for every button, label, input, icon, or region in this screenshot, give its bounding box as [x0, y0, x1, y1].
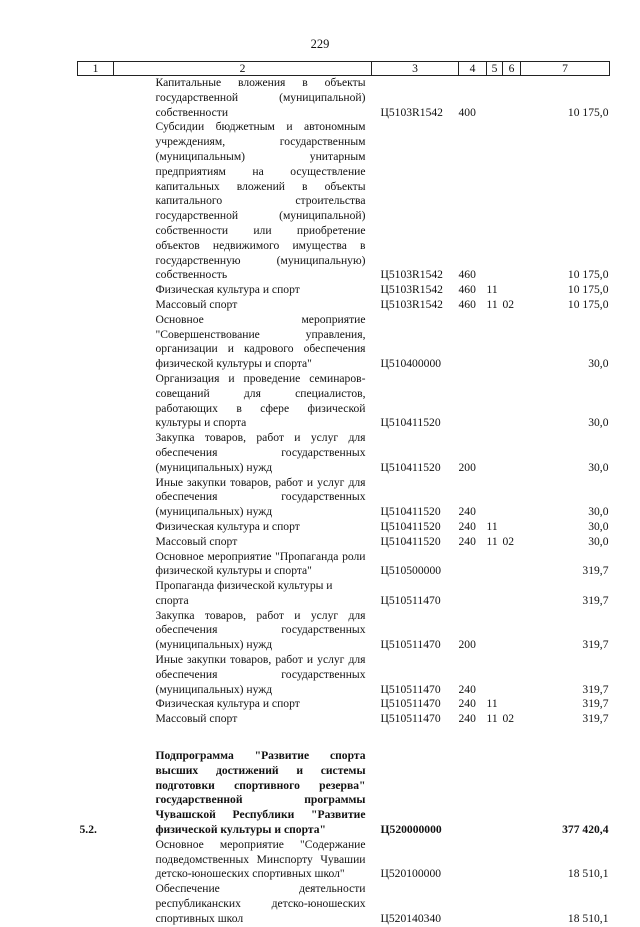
row-name: Закупка товаров, работ и услуг для обеспечения государственных (муниципальных) нужд: [155, 431, 366, 474]
row-section: 11: [486, 534, 498, 548]
row-amount: 377 420,4: [562, 823, 609, 837]
row-amount: 10 175,0: [567, 297, 609, 311]
row-subsection: [503, 476, 521, 520]
row-number: [78, 579, 114, 609]
row-section: [487, 609, 503, 653]
row-expense-type: 200: [458, 638, 476, 652]
row-subsection: [503, 313, 521, 372]
table-row: [78, 431, 610, 475]
row-target-code: Ц510411520: [380, 505, 441, 519]
row-expense-type: 240: [458, 697, 476, 711]
row-subsection: [503, 653, 521, 697]
row-subsection: [503, 609, 521, 653]
row-expense-type: [459, 838, 487, 882]
table-row: [78, 653, 610, 697]
row-section: 11: [486, 283, 498, 297]
row-subsection: [503, 838, 521, 882]
row-target-code: Ц510511470: [380, 682, 441, 696]
row-target-code: Ц510411520: [380, 519, 441, 533]
row-subsection: [503, 76, 521, 121]
spacer-cell: [503, 727, 521, 749]
row-name: Основное мероприятие "Пропаганда роли физической культуры и спорта": [155, 549, 366, 578]
table-row: [78, 535, 610, 550]
row-name: Массовый спорт: [155, 534, 238, 548]
row-number: [78, 313, 114, 372]
row-expense-type: 240: [458, 534, 476, 548]
row-section: [487, 579, 503, 609]
row-name: Массовый спорт: [155, 297, 238, 311]
row-expense-type: 460: [458, 297, 476, 311]
row-amount: 10 175,0: [567, 283, 609, 297]
row-amount: 319,7: [582, 682, 609, 696]
row-target-code: Ц510511470: [380, 593, 441, 607]
row-number: [78, 882, 114, 926]
row-name: Массовый спорт: [155, 712, 238, 726]
row-name: Иные закупки товаров, работ и услуг для обеспечения государственных (муниципальных) нужд: [155, 653, 366, 696]
row-expense-type: [459, 372, 487, 431]
row-subsection: [503, 882, 521, 926]
row-spacer: [78, 727, 610, 749]
row-section: [487, 76, 503, 121]
row-amount: 30,0: [588, 357, 609, 371]
table-row: [78, 882, 610, 926]
row-name: Капитальные вложения в объекты государственной (муниципальной) собственности: [155, 76, 366, 119]
row-expense-type: [459, 313, 487, 372]
header-col-6: 6: [503, 62, 521, 76]
row-target-code: Ц520140340: [380, 911, 442, 925]
row-subsection: 02: [502, 297, 515, 311]
row-number: [78, 520, 114, 535]
table-header: [78, 62, 610, 76]
row-number: [78, 120, 114, 283]
row-section: [487, 476, 503, 520]
row-target-code: Ц510511470: [380, 712, 441, 726]
row-name: Основное мероприятие "Совершенствование управления, организации и кадрового обеспечения физической культуры и спорта": [155, 312, 366, 371]
row-expense-type: 200: [458, 460, 476, 474]
row-amount: 18 510,1: [567, 867, 609, 881]
header-col-2: 2: [114, 62, 372, 76]
row-number: [78, 476, 114, 520]
row-target-code: Ц510411520: [380, 460, 441, 474]
row-section: [487, 653, 503, 697]
row-subsection: [503, 120, 521, 283]
table-row: [78, 697, 610, 712]
row-name: Закупка товаров, работ и услуг для обеспечения государственных (муниципальных) нужд: [155, 608, 366, 652]
row-subsection: [503, 697, 521, 712]
spacer-cell: [114, 727, 372, 749]
table-row: [78, 313, 610, 372]
spacer-cell: [521, 727, 610, 749]
table-row: [78, 550, 610, 580]
table-row: [78, 579, 610, 609]
row-name: Организация и проведение семинаров-совещаний для специалистов, работающих в сфере физической культуры и спорта: [155, 371, 366, 430]
spacer-cell: [78, 727, 114, 749]
table-row: [78, 298, 610, 313]
row-subsection: [503, 431, 521, 475]
row-expense-type: [459, 749, 487, 838]
row-section: [487, 838, 503, 882]
row-number: 5.2.: [79, 823, 97, 837]
row-expense-type: 400: [458, 105, 476, 119]
row-target-code: Ц510411520: [380, 416, 441, 430]
row-amount: 30,0: [588, 519, 609, 533]
spacer-cell: [487, 727, 503, 749]
table-row: [78, 712, 610, 727]
row-amount: 319,7: [582, 564, 609, 578]
row-amount: 30,0: [588, 416, 609, 430]
row-target-code: Ц510511470: [380, 697, 441, 711]
row-number: [78, 697, 114, 712]
table-row: [78, 372, 610, 431]
table-row: [78, 838, 610, 882]
row-section: [487, 749, 503, 838]
row-amount: 30,0: [588, 534, 609, 548]
row-number: [78, 431, 114, 475]
row-amount: 319,7: [582, 712, 609, 726]
table-row: [78, 609, 610, 653]
row-name: Обеспечение деятельности республиканских детско-юношеских спортивных школ: [155, 882, 366, 925]
row-number: [78, 372, 114, 431]
header-col-1: 1: [78, 62, 114, 76]
row-expense-type: [459, 579, 487, 609]
row-section: 11: [486, 297, 498, 311]
row-subsection: [503, 749, 521, 838]
table-body: [78, 76, 610, 927]
row-expense-type: 460: [458, 268, 476, 282]
header-col-5: 5: [487, 62, 503, 76]
row-amount: 30,0: [588, 460, 609, 474]
row-section: 11: [486, 519, 498, 533]
spacer-cell: [372, 727, 459, 749]
row-target-code: Ц5103R1542: [380, 105, 443, 119]
row-subsection: [503, 520, 521, 535]
row-amount: 319,7: [582, 697, 609, 711]
table-row: [78, 283, 610, 298]
row-number: [78, 653, 114, 697]
row-name: Физическая культура и спорт: [155, 519, 300, 533]
row-subsection: [503, 579, 521, 609]
row-number: [78, 283, 114, 298]
row-target-code: Ц510511470: [380, 638, 441, 652]
row-amount: 30,0: [588, 505, 609, 519]
row-number: [78, 838, 114, 882]
row-name: Физическая культура и спорт: [155, 697, 300, 711]
spacer-cell: [459, 727, 487, 749]
table-row: [78, 520, 610, 535]
row-expense-type: 240: [458, 519, 476, 533]
table-row: [78, 749, 610, 838]
row-target-code: Ц510411520: [380, 534, 441, 548]
row-expense-type: 240: [458, 712, 476, 726]
row-number: [78, 550, 114, 580]
row-section: [487, 313, 503, 372]
row-number: [78, 712, 114, 727]
row-expense-type: 460: [458, 283, 476, 297]
row-target-code: Ц520000000: [380, 823, 442, 837]
row-target-code: Ц5103R1542: [380, 297, 443, 311]
page-number: 229: [310, 37, 330, 51]
row-expense-type: 240: [458, 682, 476, 696]
row-amount: 319,7: [582, 593, 609, 607]
row-subsection: [503, 372, 521, 431]
row-subsection: 02: [502, 712, 515, 726]
table-row: [78, 476, 610, 520]
row-section: [487, 550, 503, 580]
row-amount: 10 175,0: [567, 268, 609, 282]
row-section: 11: [486, 712, 498, 726]
row-name: Субсидии бюджетным и автономным учреждениям, государственным (муниципальным) унитарным предприятиям на осуществление капитальных вложений в объекты капитального строительства государственной (муниципальной) собственности или приобретение объектов недвижимого имущества в государственную (муниципальную) собственность: [155, 120, 366, 282]
row-number: [78, 535, 114, 550]
row-number: [78, 76, 114, 121]
row-amount: 319,7: [582, 638, 609, 652]
budget-table: [77, 61, 610, 927]
header-row: [78, 62, 610, 76]
row-name: Пропаганда физической культуры и спорта: [155, 579, 333, 607]
row-section: [487, 882, 503, 926]
row-expense-type: 240: [458, 505, 476, 519]
row-subsection: [503, 550, 521, 580]
row-expense-type: [459, 550, 487, 580]
row-section: 11: [486, 697, 498, 711]
header-col-4: 4: [459, 62, 487, 76]
header-col-7: 7: [521, 62, 610, 76]
table-row: [78, 76, 610, 121]
row-target-code: Ц5103R1542: [380, 283, 443, 297]
row-section: [487, 120, 503, 283]
row-target-code: Ц510500000: [380, 564, 442, 578]
row-expense-type: [459, 882, 487, 926]
header-col-3: 3: [372, 62, 459, 76]
row-name: Подпрограмма "Развитие спорта высших достижений и системы подготовки спортивного резерва" государственной программы Чувашской Республики "Развитие физической культуры и спорта": [155, 749, 366, 837]
row-number: [78, 609, 114, 653]
table-row: [78, 120, 610, 283]
row-number: [78, 298, 114, 313]
row-section: [487, 372, 503, 431]
row-amount: 18 510,1: [567, 911, 609, 925]
row-name: Физическая культура и спорт: [155, 283, 300, 297]
row-section: [487, 431, 503, 475]
row-subsection: [503, 283, 521, 298]
row-amount: 10 175,0: [567, 105, 609, 119]
row-target-code: Ц510400000: [380, 357, 442, 371]
row-target-code: Ц520100000: [380, 867, 442, 881]
row-name: Иные закупки товаров, работ и услуг для обеспечения государственных (муниципальных) нужд: [155, 475, 366, 519]
row-target-code: Ц5103R1542: [380, 268, 443, 282]
row-name: Основное мероприятие "Содержание подведомственных Минспорту Чувашии детско-юношеских спортивных школ": [155, 837, 366, 881]
row-subsection: 02: [502, 534, 515, 548]
